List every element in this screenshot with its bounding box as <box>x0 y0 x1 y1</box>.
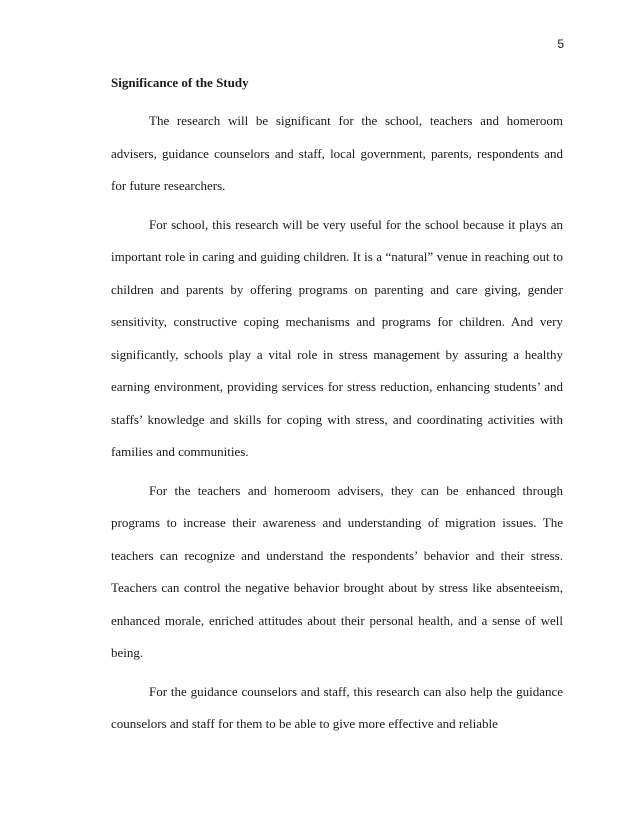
paragraph-guidance-counselors: For the guidance counselors and staff, this research can also help the guidance counselors and staff for them to be able to give more effective and reliable <box>111 683 563 731</box>
paragraph-teachers: For the teachers and homeroom advisers, they can be enhanced through programs to increase their awareness and understanding of migration issues. The teachers can recognize and understand the respondents’ behavior and their stress. Teachers can control the negative behavior brought about by stress like absenteeism, enhanced morale, enriched attitudes about their personal health, and a sense of well being. <box>111 482 563 660</box>
section-heading: Significance of the Study <box>111 75 249 90</box>
page-number: 5 <box>557 37 564 51</box>
paragraph-intro: The research will be significant for the school, teachers and homeroom advisers, guidance counselors and staff, local government, parents, respondents and for future researchers. <box>111 113 563 193</box>
paragraph-school: For school, this research will be very useful for the school because it plays an important role in caring and guiding children. It is a “natural” venue in reaching out to children and parents by offering programs on parenting and care giving, gender sensitivity, constructive coping mechanisms and programs for children. And very significantly, schools play a vital role in stress management by assuring a healthy earning environment, providing services for stress reduction, enhancing students’ and staffs’ knowledge and skills for coping with stress, and coordinating activities with families and communities. <box>111 216 563 459</box>
document-body <box>111 72 563 747</box>
